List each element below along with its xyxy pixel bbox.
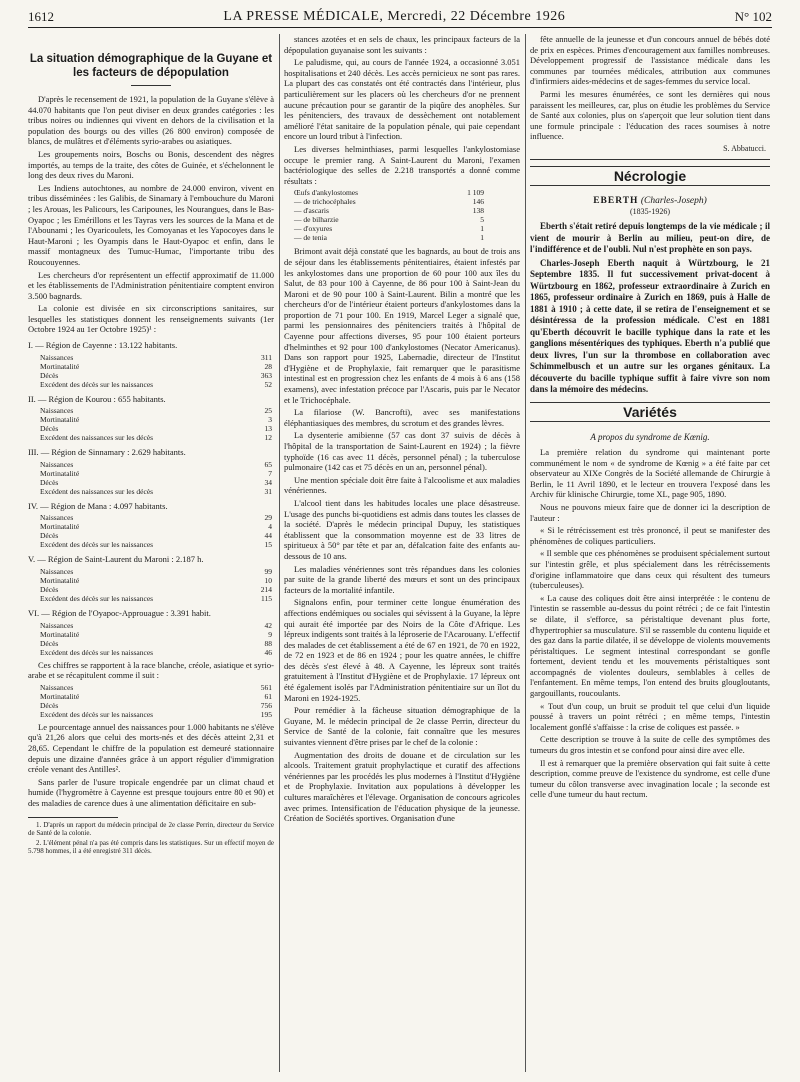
paragraph: D'après le recensement de 1921, la population de la Guyane s'élève à 44.070 habitants que l'on peut diviser en deux grandes catégories : les tribus noires ou indiennes qui vivent en dehors de la civilisation et la population des bourgs ou des villes (26 800 environ) composée de blancs, de mulâtres et d'éléments syrio-arabes ou asiatiques. (28, 94, 274, 147)
stat-row (28, 648, 274, 657)
stat-row (28, 469, 274, 478)
author-signature: S. Abbatucci. (723, 143, 766, 153)
region-table (28, 460, 274, 496)
paragraph: L'alcool tient dans les habitudes locales une place désastreuse. L'usage des punchs bi-quotidiens est admis dans toutes les classes de la société. D'après le médecin principal Dupuy, les statistiques établissent que la consommation moyenne est de 33 litres de spiritueux à 50° par tête et par an, défalcation faite des enfants au-dessous de 10 ans. (284, 497, 520, 561)
stat-value: 7 (268, 468, 272, 478)
varietes-heading: Variétés (530, 402, 770, 423)
region-heading: VI. — Région de l'Oyapoc-Approuague : 3.391 habit. (28, 608, 211, 619)
stat-label: Naissances (40, 406, 74, 416)
stat-row (28, 630, 274, 639)
stat-value: 28 (264, 361, 272, 371)
egg-count: 146 (472, 197, 484, 207)
stat-label: Décès (40, 424, 59, 434)
region-table (28, 406, 274, 442)
stat-row (28, 531, 274, 540)
section-rule (530, 159, 770, 160)
necrology-body (530, 221, 770, 396)
stat-value: 4 (268, 522, 272, 532)
egg-result-row (294, 197, 484, 206)
stat-label: Décès (40, 531, 59, 541)
paragraph: stances azotées et en sels de chaux, les principaux facteurs de la dépopulation guyanaise sont les suivants : (284, 34, 520, 55)
stat-value: 99 (264, 567, 272, 577)
paragraph: Augmentation des droits de douane et de circulation sur les alcools. Traitement gratuit prophylactique et curatif des affections vénériennes par les procédés les plus modernes à l'Institut d'Hygiène et de Prophylaxie. Invitation aux populations à développer les cultures maraîchères et l'élevage. Organisation de concours agricoles avec primes. Intensification de l'éducation physique de la jeunesse. Création de Sociétés sportives. Organisation d'une (284, 749, 520, 824)
paragraph: Les groupements noirs, Boschs ou Bonis, descendent des nègres importés, au temps de la traite, des côtes de Guinée, et s'échelonnent le long des deux rives du Maroni. (28, 148, 274, 181)
stat-value: 52 (264, 379, 272, 389)
article-intro (28, 94, 274, 335)
egg-type: — de tenia (294, 233, 327, 243)
stat-row (28, 639, 274, 648)
stat-row (28, 576, 274, 585)
varietes-body (530, 447, 770, 800)
paragraph: Le paludisme, qui, au cours de l'année 1924, a occasionné 3.051 hospitalisations et 240 décès. Les accès pernicieux ne sont pas rares. La plupart des cas constatés ont été contractés dans l'intérieur, plus particulièrement sur les placers où les chercheurs d'or ne prennent aucune précaution pour se garantir de la piqûre des anophèles. Sur les pénitenciers, des travaux de dessèchement ont notablement amélioré l'état sanitaire de la population pénale, qui paie cependant encore un lourd tribut à l'infection. (284, 57, 520, 142)
stat-row (28, 415, 274, 424)
stat-value: 363 (260, 370, 272, 380)
necrology-firstname: (Charles-Joseph) (640, 196, 707, 207)
stat-value: 29 (264, 513, 272, 523)
summary-table (28, 683, 274, 719)
stat-label: Excédent des décès sur les naissances (40, 647, 154, 657)
article-continuation-2 (284, 246, 520, 823)
article-body (28, 722, 274, 809)
region-statistics (28, 340, 274, 657)
stat-value: 44 (264, 531, 272, 541)
paragraph: Les maladies vénériennes sont très répandues dans les colonies par suite de la grande liberté des mœurs et sont un des principaux facteurs de la mortalité infantile. (284, 563, 520, 595)
stat-value: 311 (261, 352, 272, 362)
stat-row (28, 513, 274, 522)
stat-row (28, 487, 274, 496)
page-number: 1612 (28, 9, 54, 24)
region-table (28, 353, 274, 389)
paragraph: 2. L'élément pénal n'a pas été compris dans les statistiques. Sur un effectif moyen de 5.798 hommes, il a été enregistré 311 décès. (28, 838, 274, 856)
stat-value: 195 (260, 709, 272, 719)
paragraph: La dysenterie amibienne (57 cas dont 37 suivis de décès à l'hôpital de la transportation de Saint-Laurent en 1924) ; la fièvre typhoïde (16 cas avec 11 décès, personnel pénal) ; la tuberculose pulmonaire (142 cas et 75 décès en un an, personnel pénal). (284, 430, 520, 473)
stat-label: Naissances (40, 459, 74, 469)
stat-label: Décès (40, 638, 59, 648)
stat-row (28, 710, 274, 719)
egg-count: 1 (480, 233, 484, 243)
necrology-subject (530, 196, 770, 207)
egg-count: 138 (472, 206, 484, 216)
stat-label: Naissances (40, 567, 74, 577)
footnotes (28, 821, 274, 856)
egg-type: — d'oxyures (294, 224, 333, 234)
stat-label: Mortinatalité (40, 522, 80, 532)
egg-type: — de trichocéphales (294, 197, 356, 207)
stat-row (28, 621, 274, 630)
paragraph: Le pourcentage annuel des naissances pour 1.000 habitants ne s'élève qu'à 21,26 alors que celui des morts-nés et des décès atteint 2,31 et 28,65. Cependant le chiffre de la population est demeuré stationnaire depuis une dizaine d'années grâce à un apport régulier d'immigration créole venant des Antilles². (28, 721, 274, 775)
paragraph: Les diverses helminthiases, parmi lesquelles l'ankylostomiase occupe le premier rang. A Saint-Laurent du Maroni, l'examen bactériologique des selles de 2.218 transportés a donné comme résultats : (284, 143, 520, 186)
page-header (28, 6, 772, 28)
region-heading: V. — Région de Saint-Laurent du Maroni : 2.187 h. (28, 554, 204, 565)
region-table (28, 621, 274, 657)
egg-result-row (294, 206, 484, 215)
header-rule (28, 27, 772, 28)
article-continuation (284, 34, 520, 186)
stat-row (28, 406, 274, 415)
region-heading: IV. — Région de Mana : 4.097 habitants. (28, 500, 168, 511)
paragraph: « La cause des coliques doit être ainsi interprétée : le contenu de l'intestin se rassemble au-dessus du point rétréci ; de ce fait l'intestin se dilate, il s'efforce, sa péristaltique devenant plus forte, d'hypertrophier sa musculature. S'il se rassemble du contenu liquide et des gaz dans la partie dilatée, il se développe de violents mouvements péristaltiques. Le segment intestinal correspondant se gonfle fortement, devient tendu et les mouvements péristaltiques sont accompagnés de violentes douleurs, semblables à celles de l'enfantement. En même temps, l'on entend des bruits glougloutants, gargouillants, roucoulants. (530, 592, 770, 699)
paragraph: Les Indiens autochtones, au nombre de 24.000 environ, vivent en tribus disséminées : les Galibis, de Sinamary à l'embouchure du Maroni ; les Arouas, les Palicours, les Caripounes, les Nourangues, dans le Bas-Oyapoc ; les Emérillons et les Tayras vers les sources de la Mana et de l'Abounami ; les Oyaricoulets, les Comoyanas et les Yapocoyes dans le Haut-Maroni ; les Oyampis dans le Haut-Oyapoc et enfin, dans le massif montagneux des Tumuc-Humac, l'importante tribu des Roucouyennes. (28, 182, 274, 267)
stat-row (28, 594, 274, 603)
footnote-rule (28, 817, 118, 818)
necrology-surname: EBERTH (593, 196, 639, 207)
paragraph: 1. D'après un rapport du médecin principal de 2e classe Perrin, directeur du Service de Santé de la colonie. (28, 820, 274, 838)
paragraph: Charles-Joseph Eberth naquit à Würtzbourg, le 21 Septembre 1835. Il fut successivement privat-docent à Würtzbourg en 1862, professeur extraordinaire à Zurich en 1865, professeur ordinaire à Zurich en 1869, puis à Halle de 1881 à 1910 ; à cette date, il se retira de l'enseignement et se désintéressa de la profession médicale. C'est en 1881 qu'Eberth découvrit le bacille typhique dans la rate et les ganglions mésentériques des typhiques. Eberth n'a publié que deux livres, l'un sur la thrombose en collaboration avec Schimmelbusch et un autre sur les organes génitaux. La découverte du bacille typhique suffit à faire vivre son nom dans la mémoire des médecins. (530, 257, 770, 395)
stat-label: Décès (40, 477, 59, 487)
paragraph: La filariose (W. Bancrofti), avec ses manifestations éléphantiasiques des membres, du scrotum et des grandes lèvres. (284, 407, 520, 428)
stat-label: Naissances (40, 620, 74, 630)
stat-row (28, 683, 274, 692)
stat-value: 9 (268, 629, 272, 639)
egg-type: — d'ascaris (294, 206, 329, 216)
summary-intro: Ces chiffres se rapportent à la race blanche, créole, asiatique et syrio-arabe et se récapitulent comme il suit : (28, 659, 274, 681)
necrology-dates: (1835-1926) (630, 206, 670, 216)
column-divider-1 (279, 34, 280, 1072)
column-1 (28, 34, 274, 1074)
paragraph: Il est à remarquer que la première observation qui fait suite à cette description, comme preuve de l'existence du syndrome, est celle d'une tumeur du côlon transverse avec invagination locale ; la seconde est celle d'une tumeur du haut rectum. (530, 757, 770, 800)
paragraph: Eberth s'était retiré depuis longtemps de la vie médicale ; il vient de mourir à Berlin au milieu, peut-on dire, de l'indifférence et de l'oubli. Nul n'est prophète en son pays. (530, 221, 770, 255)
stat-label: Décès (40, 585, 59, 595)
region-table (28, 567, 274, 603)
paragraph: « Il semble que ces phénomènes se produisent spécialement surtout sur l'intestin grêle, et plus spécialement dans les rétrécissements d'origine inflammatoire que dans ceux qui résultent des tumeurs (tuberculeuses). (530, 548, 770, 591)
stat-value: 756 (260, 700, 272, 710)
stat-value: 61 (264, 691, 272, 701)
egg-count: 1 109 (467, 188, 484, 198)
stat-label: Excédent des naissances sur les décès (40, 433, 154, 443)
stat-label: Naissances (40, 513, 74, 523)
paragraph: Les chercheurs d'or représentent un effectif approximatif de 11.000 et les établissements de l'Administration pénitentiaire comptent environ 3.500 bagnards. (28, 269, 274, 301)
paragraph: Sans parler de l'usure tropicale engendrée par un climat chaud et humide (l'hygromètre à Cayenne est presque toujours entre 80 et 90) et des maladies de carence dues à une alimentation déficitaire en sub- (28, 776, 274, 808)
stat-value: 88 (264, 638, 272, 648)
stat-label: Mortinatalité (40, 629, 80, 639)
stat-label: Excédent des décès sur les naissances (40, 709, 154, 719)
stat-value: 25 (264, 406, 272, 416)
stat-value: 31 (264, 486, 272, 496)
region-heading: III. — Région de Sinnamary : 2.629 habitants. (28, 447, 186, 458)
stat-value: 115 (261, 594, 272, 604)
varietes-subtitle: A propos du syndrome de Kœnig. (590, 432, 710, 443)
paragraph: La colonie est divisée en six circonscriptions sanitaires, sur lesquelles les statistiques donnent les renseignements suivants (1er Octobre 1924 au 1er Octobre 1925)¹ : (28, 303, 274, 335)
issue-number: N° 102 (734, 9, 772, 24)
stat-row (28, 424, 274, 433)
journal-masthead: LA PRESSE MÉDICALE, Mercredi, 22 Décembre 1926 (223, 9, 566, 24)
title-rule (131, 85, 171, 86)
stat-value: 15 (264, 540, 272, 550)
necrology-heading: Nécrologie (530, 166, 770, 187)
stat-label: Décès (40, 370, 59, 380)
article-title: La situation démographique de la Guyane et les facteurs de dépopulation (29, 53, 273, 79)
stat-row (28, 353, 274, 362)
stat-value: 12 (264, 433, 272, 443)
stat-row (28, 362, 274, 371)
region-table (28, 513, 274, 549)
paragraph: fête annuelle de la jeunesse et d'un concours annuel de bébés doté de prix en espèces. Primes d'encouragement aux familles nombreuses. Développement progressif de l'assistance médicale dans les communes par tournées médicales, attribution aux communes d'infirmiers aides-médecins et de sages-femmes du service local. (530, 34, 770, 87)
article-conclusion (530, 34, 770, 142)
paragraph: Une mention spéciale doit être faite à l'alcoolisme et aux maladies vénériennes. (284, 474, 520, 496)
stat-row (28, 522, 274, 531)
region-heading: I. — Région de Cayenne : 13.122 habitants. (28, 340, 178, 351)
stat-row (28, 478, 274, 487)
stat-row (28, 692, 274, 701)
stat-label: Excédent des décès sur les naissances (40, 540, 154, 550)
egg-result-row (294, 233, 484, 242)
paragraph: Pour remédier à la fâcheuse situation démographique de la Guyane, M. le médecin principal de 2e classe Perrin, directeur du Service de Santé de la colonie, fait connaître que les mesures suivantes viennent d'être prises par le chef de la colonie : (284, 705, 520, 748)
column-divider-2 (525, 34, 526, 1072)
stat-label: Mortinatalité (40, 576, 80, 586)
stat-value: 42 (264, 620, 272, 630)
paragraph: La première relation du syndrome qui maintenant porte communément le nom « de syndrome de Kœnig » a été faite par cet observateur au XIXe Congrès de la Société allemande de Chirurgie à Berlin, le 11 Avril 1890, et le lecteur en trouvera l'exposé dans les Archiv für klinische Chirurgie, tome XL, page 905, 1890. (530, 447, 770, 500)
egg-result-row (294, 188, 484, 197)
egg-count: 1 (480, 224, 484, 234)
egg-type: Œufs d'ankylostomes (294, 188, 359, 198)
stat-label: Mortinatalité (40, 468, 80, 478)
paragraph: Cette description se trouve à la suite de celle des symptômes des tumeurs du gros intestin et se confond pour ainsi dire avec elle. (530, 734, 770, 756)
egg-result-row (294, 224, 484, 233)
stat-label: Excédent des naissances sur les décès (40, 486, 154, 496)
column-3 (530, 34, 770, 1074)
stat-row (28, 433, 274, 442)
egg-count: 5 (480, 215, 484, 225)
stat-label: Décès (40, 700, 59, 710)
column-2 (284, 34, 520, 1074)
stat-value: 13 (264, 424, 272, 434)
stat-value: 10 (264, 576, 272, 586)
stat-label: Mortinatalité (40, 415, 80, 425)
stat-row (28, 540, 274, 549)
paragraph: Brimont avait déjà constaté que les bagnards, au bout de trois ans de séjour dans les établissements pénitentiaires, étaient infestés par les ankylostomes dans une proportion de 60 pour 100 aux îles du Salut, de 83 pour 100 à Cayenne, de 86 pour 100 à Saint-Jean du Maroni et de 90 pour 100 à Saint-Laurent. Bilin a montré que les chercheurs d'or de l'intérieur étaient porteurs d'ankylostomes dans la proportion de 71 pour 100. En 1919, Marcel Leger a signalé que, parmi les pensionnaires des pénitenciers traités à l'hôpital de Cayenne pour affections diverses, 95 pour 100 étaient porteurs d'helminthes et 92 pour 100 d'ankylostomes (Necator Americanus). Dans son rapport pour 1925, Labernadie, directeur de l'Institut d'Hygiène et de Prophylaxie, fait remarquer que le parasitisme intestinal est en progression chez les enfants de 4 mois à 6 ans (158 examens), avec infestation précoce par l'Ascaris, puis par le Necator et le Trichocéphale. (284, 246, 520, 405)
egg-type: — de bilharzie (294, 215, 339, 225)
stat-label: Mortinatalité (40, 691, 80, 701)
paragraph: Nous ne pouvons mieux faire que de donner ici la description de l'auteur : (530, 501, 770, 523)
paragraph: « Tout d'un coup, un bruit se produit tel que celui d'un liquide poussé à travers un point rétréci ; en même temps, l'intestin localement gonflé s'affaisse : la crise de coliques est passée. » (530, 700, 770, 732)
stat-label: Naissances (40, 352, 74, 362)
stat-value: 46 (264, 647, 272, 657)
stat-label: Mortinatalité (40, 361, 80, 371)
stat-row (28, 380, 274, 389)
stat-row (28, 567, 274, 576)
stat-row (28, 701, 274, 710)
stat-row (28, 585, 274, 594)
stat-value: 65 (264, 459, 272, 469)
stat-value: 561 (260, 682, 272, 692)
stat-row (28, 371, 274, 380)
stat-value: 3 (268, 415, 272, 425)
stat-row (28, 460, 274, 469)
paragraph: « Si le rétrécissement est très prononcé, il peut se manifester des phénomènes de coliques particuliers. (530, 525, 770, 546)
stat-label: Excédent des décès sur les naissances (40, 594, 154, 604)
region-heading: II. — Région de Kourou : 655 habitants. (28, 393, 166, 404)
paragraph: Signalons enfin, pour terminer cette longue énumération des affections endémiques ou sociales qui sévissent à la Guyane, la lèpre qui aurait été importée par des Noirs de la Côte d'Afrique. Les lépreux indigents sont traités à la léproserie de l'Acarouany. L'effectif des malades de cet établissement a été de 67 en 1921, de 70 en 1922, de 72 en 1923 et de 86 en 1924 ; pour les quatre années, le chiffre des décès s'est élevé à 48. A Cayenne, les lépreux sont traités gratuitement à l'Institut d'Hygiène et de Prophylaxie. 17 lépreux ont été également isolés par l'Administration pénitentiaire sur un îlot du Maroni en 1924-1925. (284, 597, 520, 703)
paragraph: Parmi les mesures énumérées, ce sont les dernières qui nous paraissent les meilleures, car, plus on étudie les problèmes du Service de Santé aux colonies, plus on s'aperçoit que leur solution tient dans une formule principale : l'éducation des races soumises à notre influence. (530, 88, 770, 142)
stat-label: Naissances (40, 682, 74, 692)
stat-value: 34 (264, 477, 272, 487)
egg-result-row (294, 215, 484, 224)
egg-results-list (294, 188, 520, 242)
stat-value: 214 (260, 585, 272, 595)
stat-label: Excédent des décès sur les naissances (40, 379, 154, 389)
